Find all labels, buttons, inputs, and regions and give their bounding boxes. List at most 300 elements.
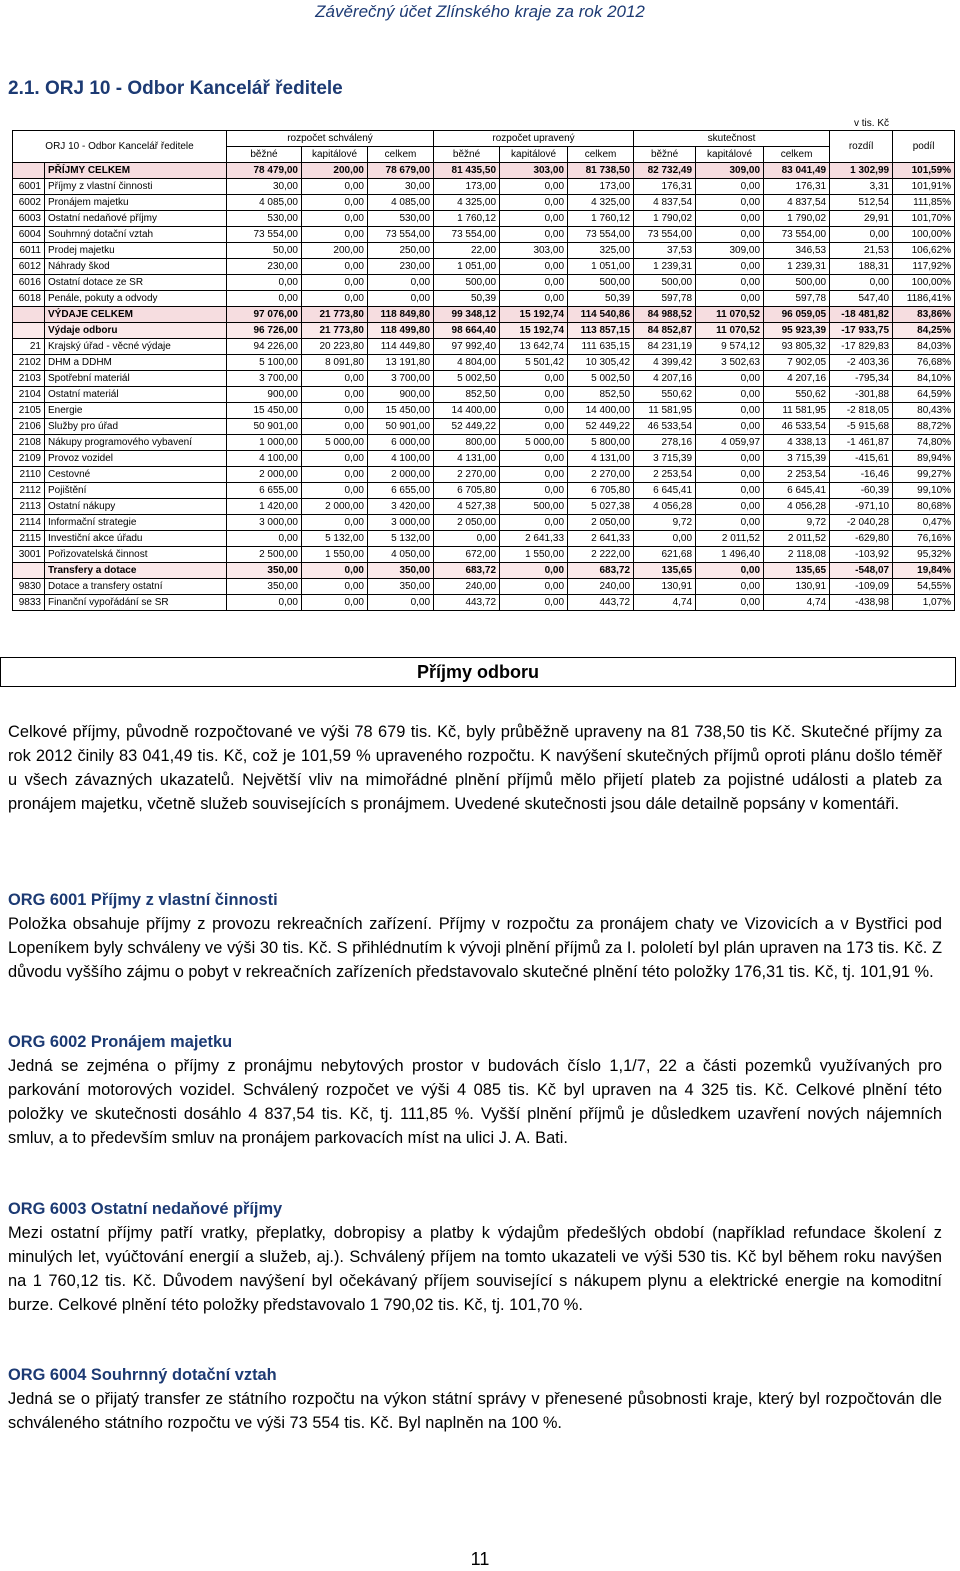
row-value: 3 502,63 xyxy=(696,355,764,371)
row-value: 14 400,00 xyxy=(434,403,500,419)
row-value: 2 270,00 xyxy=(434,467,500,483)
section-title: 2.1. ORJ 10 - Odbor Kancelář ředitele xyxy=(8,78,343,99)
row-value: 11 070,52 xyxy=(696,307,764,323)
row-value: 84 988,52 xyxy=(634,307,696,323)
row-value: 0,00 xyxy=(500,227,568,243)
row-value: 54,55% xyxy=(893,579,955,595)
row-value: 0,00 xyxy=(500,275,568,291)
row-value: 15 192,74 xyxy=(500,307,568,323)
row-code: 6002 xyxy=(13,195,45,211)
row-value: 547,40 xyxy=(830,291,893,307)
row-value: 80,43% xyxy=(893,403,955,419)
row-value: 0,00 xyxy=(500,579,568,595)
row-value: 250,00 xyxy=(368,243,434,259)
row-value: 0,00 xyxy=(500,483,568,499)
row-value: 0,00 xyxy=(696,419,764,435)
row-value: 2 118,08 xyxy=(764,547,830,563)
row-value: 84 231,19 xyxy=(634,339,696,355)
row-value: 597,78 xyxy=(764,291,830,307)
row-value: 0,00 xyxy=(500,403,568,419)
row-name: Spotřební materiál xyxy=(45,371,227,387)
row-value: 15 450,00 xyxy=(368,403,434,419)
row-value: 21 773,80 xyxy=(302,307,368,323)
row-value: 81 435,50 xyxy=(434,163,500,179)
row-value: 11 070,52 xyxy=(696,323,764,339)
row-name: VÝDAJE CELKEM xyxy=(45,307,227,323)
row-value: 1 051,00 xyxy=(568,259,634,275)
row-value: 2 011,52 xyxy=(764,531,830,547)
row-value: 81 738,50 xyxy=(568,163,634,179)
row-value: 0,00 xyxy=(696,211,764,227)
table-row xyxy=(13,259,955,275)
table-row xyxy=(13,531,955,547)
row-value: 0,00 xyxy=(302,275,368,291)
row-value: 95,32% xyxy=(893,547,955,563)
row-value: 9,72 xyxy=(764,515,830,531)
sub-header: běžné xyxy=(227,147,302,163)
paragraph-text: Mezi ostatní příjmy patří vratky, přeplatky, dobropisy a platby k výdajům předešlých období (například refundace školení z minulých let, vyúčtování energií a služeb, aj.). Schválený příjem na tomto ukazateli ve výši 530 tis. Kč byl během roku navýšen na 1 760,12 tis. Kč. Důvodem navýšení byl očekávaný příjem související s nákupem plynu a elektrické energie na komoditní burze. Celkové plnění této položky představovalo 1 790,02 tis. Kč, tj. 101,70 %. xyxy=(8,1224,942,1314)
row-value: -103,92 xyxy=(830,547,893,563)
table-row xyxy=(13,243,955,259)
org-6004-section xyxy=(8,1363,942,1435)
row-code: 21 xyxy=(13,339,45,355)
row-value: 0,00 xyxy=(302,419,368,435)
row-name: Penále, pokuty a odvody xyxy=(45,291,227,307)
row-code: 9830 xyxy=(13,579,45,595)
row-value: 135,65 xyxy=(634,563,696,579)
row-value: 21 773,80 xyxy=(302,323,368,339)
row-code: 2114 xyxy=(13,515,45,531)
row-value: 97 992,40 xyxy=(434,339,500,355)
row-value: 20 223,80 xyxy=(302,339,368,355)
row-value: 130,91 xyxy=(634,579,696,595)
row-value: 118 499,80 xyxy=(368,323,434,339)
row-value: 4 399,42 xyxy=(634,355,696,371)
row-value: 135,65 xyxy=(764,563,830,579)
row-value: 3 715,39 xyxy=(634,451,696,467)
row-value: 0,00 xyxy=(302,291,368,307)
row-value: 303,00 xyxy=(500,243,568,259)
row-value: 0,00 xyxy=(500,259,568,275)
row-value: 93 805,32 xyxy=(764,339,830,355)
sub-header: běžné xyxy=(434,147,500,163)
row-value: 15 192,74 xyxy=(500,323,568,339)
row-value: 6 645,41 xyxy=(764,483,830,499)
row-name: Finanční vypořádání se SR xyxy=(45,595,227,611)
row-value: 3 700,00 xyxy=(227,371,302,387)
row-value: 80,68% xyxy=(893,499,955,515)
row-code: 2109 xyxy=(13,451,45,467)
row-value: 1 051,00 xyxy=(434,259,500,275)
table-row xyxy=(13,211,955,227)
row-value: 6 000,00 xyxy=(368,435,434,451)
row-value: 0,00 xyxy=(696,403,764,419)
row-code: 2108 xyxy=(13,435,45,451)
table-row xyxy=(13,467,955,483)
table-row xyxy=(13,339,955,355)
row-value: 0,00 xyxy=(830,227,893,243)
row-value: 73 554,00 xyxy=(568,227,634,243)
row-value: 4 056,28 xyxy=(634,499,696,515)
row-value: 4 100,00 xyxy=(227,451,302,467)
row-value: 106,62% xyxy=(893,243,955,259)
row-value: 101,59% xyxy=(893,163,955,179)
row-value: 111,85% xyxy=(893,195,955,211)
row-value: 350,00 xyxy=(368,563,434,579)
sub-header: kapitálové xyxy=(500,147,568,163)
row-value: 0,00 xyxy=(302,403,368,419)
row-value: 0,00 xyxy=(696,595,764,611)
row-value: 1 550,00 xyxy=(500,547,568,563)
row-name: Transfery a dotace xyxy=(45,563,227,579)
row-value: 14 400,00 xyxy=(568,403,634,419)
row-value: -18 481,82 xyxy=(830,307,893,323)
intro-paragraph xyxy=(8,720,942,816)
row-value: 1 760,12 xyxy=(434,211,500,227)
row-value: 443,72 xyxy=(568,595,634,611)
row-code: 6012 xyxy=(13,259,45,275)
row-code: 6018 xyxy=(13,291,45,307)
row-name: Ostatní materiál xyxy=(45,387,227,403)
row-value: 5 100,00 xyxy=(227,355,302,371)
row-value: 4 207,16 xyxy=(764,371,830,387)
paragraph-text: Jedná se zejména o příjmy z pronájmu nebytových prostor v budovách číslo 1,1/7, 22 a části pozemků využívaných pro parkování motorových vozidel. Schválený rozpočet ve výši 4 085 tis. Kč byl upraven na 4 325 tis. Kč. Celkové plnění této položky ve skutečnosti dosáhlo 4 837,54 tis. Kč, tj. 111,85 %. Vyšší plnění příjmů je důsledkem uzavření nových nájemních smluv, a to především smluv na pronájem parkovacích míst na ulici J. A. Bati. xyxy=(8,1057,942,1147)
row-value: 78 679,00 xyxy=(368,163,434,179)
row-code: 3001 xyxy=(13,547,45,563)
row-value: 4 059,97 xyxy=(696,435,764,451)
row-value: 30,00 xyxy=(227,179,302,195)
row-value: 4 837,54 xyxy=(634,195,696,211)
row-value: 530,00 xyxy=(227,211,302,227)
row-value: 173,00 xyxy=(434,179,500,195)
row-value: 1 790,02 xyxy=(634,211,696,227)
row-value: 0,00 xyxy=(696,499,764,515)
row-value: 1 302,99 xyxy=(830,163,893,179)
row-value: 0,00 xyxy=(302,195,368,211)
row-value: 114 540,86 xyxy=(568,307,634,323)
row-value: -415,61 xyxy=(830,451,893,467)
row-value: 0,00 xyxy=(500,467,568,483)
paragraph-text: Celkové příjmy, původně rozpočtované ve výši 78 679 tis. Kč, byly průběžně upraveny na 81 738,50 tis Kč. Skutečné příjmy za rok 2012 činily 83 041,49 tis. Kč, což je 101,59 % upraveného rozpočtu. K navýšení skutečných příjmů oproti plánu došlo téměř u všech závazných ukazatelů. Největší vliv na mimořádné plnění příjmů mělo přijetí plateb za pojistné události a plateb za pronájem majetku, včetně služeb souvisejících s pronájmem. Uvedené skutečnosti jsou dále detailně popsány v komentáři. xyxy=(8,723,942,813)
table-row xyxy=(13,579,955,595)
row-value: 88,72% xyxy=(893,419,955,435)
section-heading: ORG 6004 Souhrnný dotační vztah xyxy=(8,1366,277,1384)
sub-header: celkem xyxy=(368,147,434,163)
row-value: 1 000,00 xyxy=(227,435,302,451)
row-value: 0,00 xyxy=(302,467,368,483)
row-name: Ostatní dotace ze SR xyxy=(45,275,227,291)
row-value: 96 059,05 xyxy=(764,307,830,323)
row-value: 111 635,15 xyxy=(568,339,634,355)
row-code xyxy=(13,323,45,339)
table-row xyxy=(13,179,955,195)
row-value: 0,00 xyxy=(302,259,368,275)
row-value: 0,00 xyxy=(302,387,368,403)
row-value: 95 923,39 xyxy=(764,323,830,339)
row-value: 11 581,95 xyxy=(764,403,830,419)
row-value: 0,47% xyxy=(893,515,955,531)
row-value: 0,00 xyxy=(500,387,568,403)
row-name: Energie xyxy=(45,403,227,419)
table-row xyxy=(13,483,955,499)
group-header: rozpočet upravený xyxy=(434,131,634,147)
row-value: 800,00 xyxy=(434,435,500,451)
row-value: 6 655,00 xyxy=(368,483,434,499)
row-value: -301,88 xyxy=(830,387,893,403)
row-value: -5 915,68 xyxy=(830,419,893,435)
row-value: 1 496,40 xyxy=(696,547,764,563)
row-value: 550,62 xyxy=(764,387,830,403)
row-value: 0,00 xyxy=(696,227,764,243)
table-row xyxy=(13,435,955,451)
row-value: -971,10 xyxy=(830,499,893,515)
row-value: 0,00 xyxy=(500,211,568,227)
row-value: 0,00 xyxy=(302,211,368,227)
row-value: 2 641,33 xyxy=(568,531,634,547)
row-value: 50 901,00 xyxy=(368,419,434,435)
row-value: 4,74 xyxy=(634,595,696,611)
row-value: 2 253,54 xyxy=(634,467,696,483)
row-value: 46 533,54 xyxy=(764,419,830,435)
row-value: 50,00 xyxy=(227,243,302,259)
row-value: 1,07% xyxy=(893,595,955,611)
row-value: 15 450,00 xyxy=(227,403,302,419)
row-value: 4,74 xyxy=(764,595,830,611)
row-value: 4 338,13 xyxy=(764,435,830,451)
org-6001-section xyxy=(8,888,942,984)
row-value: 5 002,50 xyxy=(434,371,500,387)
row-value: 0,00 xyxy=(634,531,696,547)
row-value: 21,53 xyxy=(830,243,893,259)
row-value: 350,00 xyxy=(368,579,434,595)
table-row xyxy=(13,419,955,435)
row-value: 309,00 xyxy=(696,163,764,179)
page-number: 11 xyxy=(470,1549,490,1569)
table-row xyxy=(13,515,955,531)
row-value: 0,00 xyxy=(696,179,764,195)
row-value: 0,00 xyxy=(696,515,764,531)
row-value: 0,00 xyxy=(500,291,568,307)
row-value: 6 705,80 xyxy=(568,483,634,499)
row-value: 0,00 xyxy=(302,595,368,611)
row-value: 101,91% xyxy=(893,179,955,195)
row-value: 550,62 xyxy=(634,387,696,403)
row-name: Ostatní nákupy xyxy=(45,499,227,515)
row-name: PŘÍJMY CELKEM xyxy=(45,163,227,179)
row-value: 29,91 xyxy=(830,211,893,227)
row-value: 11 581,95 xyxy=(634,403,696,419)
row-value: 4 085,00 xyxy=(227,195,302,211)
row-value: 46 533,54 xyxy=(634,419,696,435)
row-value: 500,00 xyxy=(568,275,634,291)
row-value: 6 705,80 xyxy=(434,483,500,499)
row-value: 13 642,74 xyxy=(500,339,568,355)
row-code: 9833 xyxy=(13,595,45,611)
table-row xyxy=(13,371,955,387)
table-row xyxy=(13,275,955,291)
table-row xyxy=(13,451,955,467)
row-value: 0,00 xyxy=(500,563,568,579)
table-row xyxy=(13,563,955,579)
row-value: 5 000,00 xyxy=(500,435,568,451)
row-value: 0,00 xyxy=(302,563,368,579)
row-value: 500,00 xyxy=(434,275,500,291)
paragraph-text: Položka obsahuje příjmy z provozu rekreačních zařízení. Příjmy v rozpočtu za pronájem chaty ve Vizovicích a v Bystřici pod Lopeníkem byly schváleny ve výši 30 tis. Kč. S přihlédnutím k vývoji plnění příjmů za I. pololetí byl plán upraven na 173 tis. Kč. Z důvodu vyššího zájmu o pobyt v rekreačních zařízeních představovalo skutečné plnění této položky 176,31 tis. Kč, tj. 101,91 %. xyxy=(8,915,942,981)
row-value: 4 527,38 xyxy=(434,499,500,515)
row-value: 900,00 xyxy=(227,387,302,403)
row-value: 0,00 xyxy=(696,291,764,307)
row-name: Ostatní nedaňové příjmy xyxy=(45,211,227,227)
row-value: 597,78 xyxy=(634,291,696,307)
row-value: 512,54 xyxy=(830,195,893,211)
row-value: 1 239,31 xyxy=(634,259,696,275)
row-value: 6 645,41 xyxy=(634,483,696,499)
row-value: 0,00 xyxy=(696,467,764,483)
row-value: -2 818,05 xyxy=(830,403,893,419)
row-value: 2 011,52 xyxy=(696,531,764,547)
org-6003-section xyxy=(8,1197,942,1317)
row-value: 73 554,00 xyxy=(764,227,830,243)
row-value: 5 000,00 xyxy=(302,435,368,451)
page-header: Závěrečný účet Zlínského kraje za rok 2012 xyxy=(315,2,645,21)
row-name: Dotace a transfery ostatní xyxy=(45,579,227,595)
row-value: 672,00 xyxy=(434,547,500,563)
group-header: rozpočet schválený xyxy=(227,131,434,147)
row-value: 2 253,54 xyxy=(764,467,830,483)
row-value: 309,00 xyxy=(696,243,764,259)
row-value: -2 403,36 xyxy=(830,355,893,371)
table-row xyxy=(13,307,955,323)
row-value: 1 550,00 xyxy=(302,547,368,563)
row-value: 0,00 xyxy=(696,451,764,467)
group-header: podíl xyxy=(893,131,955,163)
sub-header: kapitálové xyxy=(696,147,764,163)
row-value: 852,50 xyxy=(568,387,634,403)
row-value: 200,00 xyxy=(302,243,368,259)
row-value: 350,00 xyxy=(227,579,302,595)
row-code: 2103 xyxy=(13,371,45,387)
row-value: 2 050,00 xyxy=(568,515,634,531)
row-value: 118 849,80 xyxy=(368,307,434,323)
table-row xyxy=(13,547,955,563)
row-value: 9,72 xyxy=(634,515,696,531)
row-value: 13 191,80 xyxy=(368,355,434,371)
row-value: 350,00 xyxy=(227,563,302,579)
row-value: 2 000,00 xyxy=(368,467,434,483)
row-value: 0,00 xyxy=(500,195,568,211)
row-value: 0,00 xyxy=(302,579,368,595)
row-value: -16,46 xyxy=(830,467,893,483)
table-row xyxy=(13,163,955,179)
row-name: Služby pro úřad xyxy=(45,419,227,435)
row-value: 3 700,00 xyxy=(368,371,434,387)
row-value: 3 000,00 xyxy=(227,515,302,531)
table-row xyxy=(13,291,955,307)
row-value: 1 420,00 xyxy=(227,499,302,515)
row-value: 0,00 xyxy=(696,579,764,595)
row-value: 83 041,49 xyxy=(764,163,830,179)
group-header: rozdíl xyxy=(830,131,893,163)
table-row xyxy=(13,595,955,611)
row-code: 2113 xyxy=(13,499,45,515)
row-value: 4 131,00 xyxy=(434,451,500,467)
row-code xyxy=(13,563,45,579)
row-value: 4 325,00 xyxy=(434,195,500,211)
row-value: 173,00 xyxy=(568,179,634,195)
row-value: 5 501,42 xyxy=(500,355,568,371)
row-value: 0,00 xyxy=(302,515,368,531)
row-value: 0,00 xyxy=(500,515,568,531)
row-value: 4 085,00 xyxy=(368,195,434,211)
row-value: 64,59% xyxy=(893,387,955,403)
row-name: Informační strategie xyxy=(45,515,227,531)
row-code: 6011 xyxy=(13,243,45,259)
row-value: -629,80 xyxy=(830,531,893,547)
row-name: Nákupy programového vybavení xyxy=(45,435,227,451)
row-value: 50 901,00 xyxy=(227,419,302,435)
row-value: 500,00 xyxy=(764,275,830,291)
row-value: -2 040,28 xyxy=(830,515,893,531)
row-value: 2 270,00 xyxy=(568,467,634,483)
row-value: 1 760,12 xyxy=(568,211,634,227)
row-value: 3 000,00 xyxy=(368,515,434,531)
row-name: Souhrnný dotační vztah xyxy=(45,227,227,243)
row-value: 6 655,00 xyxy=(227,483,302,499)
row-value: 84,03% xyxy=(893,339,955,355)
row-value: 230,00 xyxy=(227,259,302,275)
row-value: 0,00 xyxy=(696,275,764,291)
row-value: 443,72 xyxy=(434,595,500,611)
row-value: 3 420,00 xyxy=(368,499,434,515)
row-value: 0,00 xyxy=(302,227,368,243)
row-value: 0,00 xyxy=(696,387,764,403)
row-value: 230,00 xyxy=(368,259,434,275)
row-value: 73 554,00 xyxy=(434,227,500,243)
row-value: 84,10% xyxy=(893,371,955,387)
row-value: -1 461,87 xyxy=(830,435,893,451)
table-row xyxy=(13,355,955,371)
row-value: 0,00 xyxy=(302,451,368,467)
row-value: 240,00 xyxy=(434,579,500,595)
row-value: 7 902,05 xyxy=(764,355,830,371)
section-heading: ORG 6003 Ostatní nedaňové příjmy xyxy=(8,1200,283,1218)
row-value: 0,00 xyxy=(227,595,302,611)
row-value: 96 726,00 xyxy=(227,323,302,339)
row-value: 1 790,02 xyxy=(764,211,830,227)
row-name: Pořizovatelská činnost xyxy=(45,547,227,563)
row-name: Příjmy z vlastní činnosti xyxy=(45,179,227,195)
row-code xyxy=(13,307,45,323)
row-value: -60,39 xyxy=(830,483,893,499)
row-value: 5 132,00 xyxy=(368,531,434,547)
row-value: 4 207,16 xyxy=(634,371,696,387)
row-value: 0,00 xyxy=(434,531,500,547)
row-value: 22,00 xyxy=(434,243,500,259)
table-row xyxy=(13,323,955,339)
row-code: 2102 xyxy=(13,355,45,371)
row-value: 4 837,54 xyxy=(764,195,830,211)
row-value: 5 027,38 xyxy=(568,499,634,515)
row-code: 6001 xyxy=(13,179,45,195)
row-value: 530,00 xyxy=(368,211,434,227)
sub-header: celkem xyxy=(764,147,830,163)
row-value: -795,34 xyxy=(830,371,893,387)
row-value: -548,07 xyxy=(830,563,893,579)
row-name: Výdaje odboru xyxy=(45,323,227,339)
table-corner-label: ORJ 10 - Odbor Kancelář ředitele xyxy=(13,131,227,163)
budget-table xyxy=(12,130,955,611)
row-value: 2 050,00 xyxy=(434,515,500,531)
